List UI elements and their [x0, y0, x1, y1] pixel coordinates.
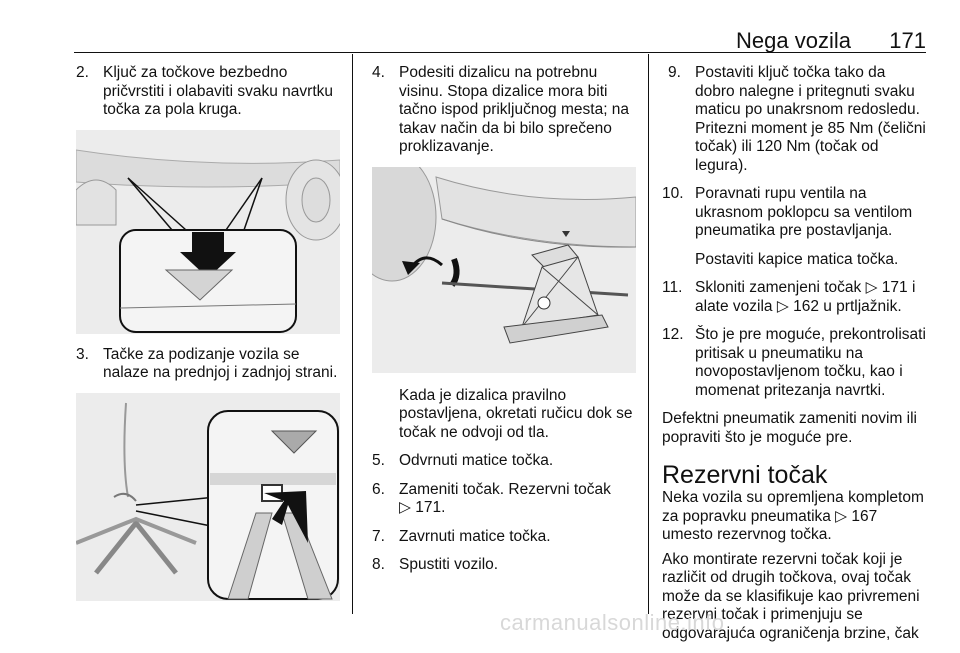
column-3 [662, 64, 928, 653]
paragraph: Neka vozila su opremljena kompletom za popravku pneumatika ▷ 167 umesto rezervnog točka. [662, 489, 924, 543]
column-1 [76, 64, 344, 613]
step-text: Tačke za podizanje vozila se nalaze na prednjoj i zadnjoj strani. [103, 345, 338, 381]
step-text: Zameniti točak. Rezervni točak [399, 480, 611, 498]
step-9 [662, 64, 928, 175]
column-2 [372, 64, 638, 585]
section-heading: Rezervni točak [662, 461, 828, 489]
step-10-note: Postaviti kapice matica točka. [695, 250, 899, 268]
step-10 [662, 185, 928, 241]
step-text: Poravnati rupu ventila na ukrasnom poklopcu sa ventilom pneumatika pre postavljanja. [695, 185, 913, 239]
step-number: 8. [372, 556, 385, 573]
step-number: 7. [372, 527, 385, 545]
step-number: 12. [662, 326, 684, 343]
step-7 [372, 528, 638, 547]
header-title: Nega vozila [736, 28, 851, 53]
step-text: Odvrnuti matice točka. [399, 452, 554, 469]
step-text: Skloniti zamenjeni točak ▷ 171 i alate vozila ▷ 162 u prtljažnik. [695, 279, 916, 315]
step-4 [372, 64, 638, 157]
watermark: carmanualsonline.info [500, 610, 725, 635]
step-text: Zavrnuti matice točka. [399, 527, 551, 545]
step-4-note: Kada je dizalica pravilno postavljena, okretati ručicu dok se točak ne odvoji od tla. [399, 386, 633, 441]
step-number: 9. [668, 64, 681, 81]
step-2 [76, 64, 344, 120]
step-number: 2. [76, 64, 89, 81]
step-text: Postaviti ključ točka tako da dobro nalegne i pritegnuti svaku maticu po unakrsnom redosledu. Pritezni moment je 85 Nm (čelični točak) ili 120 Nm (točak od legura). [695, 64, 926, 174]
column-divider-2 [648, 54, 649, 614]
step-5 [372, 452, 638, 471]
step-3 [76, 346, 344, 383]
scissor-jack-figure [372, 167, 636, 373]
step-11 [662, 279, 928, 316]
column-divider-1 [352, 54, 353, 614]
step-text: Spustiti vozilo. [399, 556, 499, 573]
step-8 [372, 556, 638, 575]
step-12 [662, 326, 928, 400]
paragraph: Ako montirate rezervni točak koji je različit od drugih točkova, ovaj točak može da se klasifikuje kao privremeni rezervni točak i primenjuju se odgovarajuća ograničenja brzine, čak [662, 550, 920, 642]
step-number: 3. [76, 345, 89, 363]
step-number: 11. [662, 279, 683, 296]
step-number: 5. [372, 452, 385, 469]
page-number: 171 [889, 28, 926, 53]
step-text: Što je pre moguće, prekontrolisati pritisak u pneumatiku na novopostavljenom točku, kao i momenat pritezanja navrtki. [695, 326, 926, 399]
header-rule [74, 52, 926, 53]
jacking-point-figure [76, 393, 340, 601]
page-reference-link[interactable]: ▷ 171. [399, 499, 446, 516]
step-text: Podesiti dizalicu na potrebnu visinu. Stopa dizalice mora biti tačno ispod priključnog mesta; na takav način da bi bilo sprečeno proklizavanje. [399, 64, 630, 155]
paragraph: Defektni pneumatik zameniti novim ili popraviti što je moguće pre. [662, 410, 917, 446]
step-6 [372, 481, 638, 518]
step-text: Ključ za točkove bezbedno pričvrstiti i olabaviti svaku navrtku točka za pola kruga. [103, 64, 333, 118]
step-number: 6. [372, 480, 385, 498]
wheel-wrench-figure [76, 130, 340, 334]
step-number: 10. [662, 185, 684, 202]
step-number: 4. [372, 64, 385, 81]
